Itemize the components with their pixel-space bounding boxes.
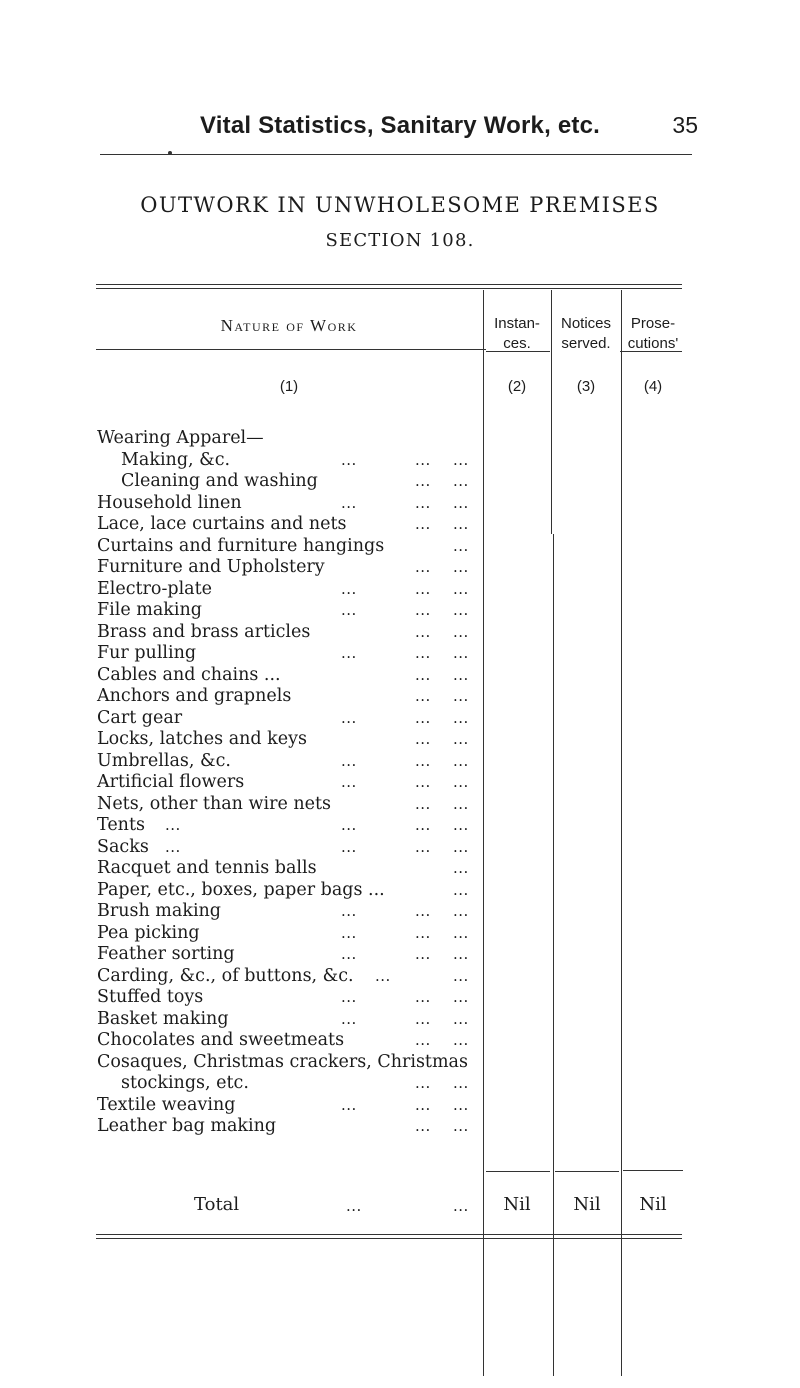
table-top-rule [96, 284, 682, 285]
table-bottom-rule [96, 1234, 682, 1235]
list-item: Lace, lace curtains and nets ... ... [97, 514, 469, 534]
list-item: Racquet and tennis balls ... [97, 858, 469, 878]
running-head [0, 112, 800, 148]
list-item: Carding, &c., of buttons, &c. ... ... [97, 965, 469, 986]
list-item: Nets, other than wire nets ... ... [97, 793, 469, 814]
column-header-instances-line2: ces. [503, 335, 531, 352]
document-subtitle: SECTION 108. [325, 230, 475, 251]
list-item: Household linen ... ... ... [97, 492, 469, 513]
list-item: Cleaning and washing ... ... [121, 471, 469, 491]
list-item: Textile weaving ... ... ... [97, 1094, 469, 1115]
list-item: File making ... ... ... [97, 600, 469, 620]
list-item: Feather sorting ... ... ... [97, 944, 469, 964]
total-notices-served: Nil [573, 1194, 601, 1215]
header-bottom-rule-col1 [96, 349, 486, 350]
table-bottom-rule-2 [96, 1238, 682, 1239]
column-number-4: (4) [643, 378, 663, 395]
list-item: Furniture and Upholstery ... ... [97, 557, 469, 577]
document-title: OUTWORK IN UNWHOLESOME PREMISES [140, 193, 660, 217]
list-item: Chocolates and sweetmeats ... ... [97, 1030, 469, 1050]
list-item: Curtains and furniture hangings ... [97, 535, 469, 556]
list-item: Cart gear ... ... ... [97, 707, 469, 728]
total-row: Total ... ... Nil Nil Nil [0, 1194, 800, 1224]
running-title: Vital Statistics, Sanitary Work, etc. [199, 112, 600, 139]
total-label: Total [194, 1194, 240, 1215]
list-item: Stuffed toys ... ... ... [97, 987, 469, 1007]
list-item: Leather bag making ... ... [97, 1116, 469, 1136]
list-item: Anchors and grapnels ... ... [97, 686, 469, 706]
list-item: Umbrellas, &c. ... ... ... [97, 750, 469, 771]
list-item: Brass and brass articles ... ... [97, 621, 469, 642]
total-prosecutions: Nil [639, 1194, 667, 1215]
column-header-prosecutions-line1: Prose- [630, 315, 676, 332]
column-header-prosecutions [622, 314, 684, 354]
header-rule-dot [168, 151, 172, 155]
column-header-instances-line1: Instan- [494, 315, 540, 332]
column-header-notices-line2: served. [561, 335, 611, 352]
column-header-notices [552, 314, 620, 354]
total-rule-col2 [486, 1171, 550, 1172]
list-item: Paper, etc., boxes, paper bags ... ... [97, 879, 469, 900]
list-item: Tents ... ... ... ... [97, 815, 469, 835]
total-rule-col3 [555, 1171, 619, 1172]
list-item: Artificial flowers ... ... ... [97, 772, 469, 792]
list-item: Sacks ... ... ... ... [97, 836, 469, 857]
column-header-notices-line1: Notices [560, 315, 612, 332]
list-item: Cables and chains ... ... ... [97, 664, 469, 685]
total-instances: Nil [503, 1194, 531, 1215]
list-item: Basket making ... ... ... [97, 1008, 469, 1029]
table-top-rule-2 [96, 288, 682, 289]
list-item: Fur pulling ... ... ... [97, 643, 469, 663]
column-divider-2-lower [553, 534, 554, 1376]
list-item: Wearing Apparel— [97, 428, 264, 448]
page-number: 35 [672, 112, 698, 138]
column-number-2: (2) [507, 378, 527, 395]
column-number-3: (3) [576, 378, 596, 395]
list-item: Cosaques, Christmas crackers, Christmas [97, 1051, 468, 1072]
work-list [97, 428, 489, 1138]
list-item: stockings, etc. ... ... [121, 1073, 469, 1093]
column-header-instances [484, 314, 550, 354]
list-item: Pea picking ... ... ... [97, 922, 469, 943]
column-header-prosecutions-line2: cutions' [627, 335, 679, 352]
list-item: Locks, latches and keys ... ... [97, 729, 469, 749]
header-rule [100, 154, 692, 155]
list-item: Making, &c. ... ... ... [121, 449, 469, 470]
column-header-nature-of-work: Nature of Work [220, 316, 358, 335]
total-rule-col4 [623, 1170, 683, 1171]
column-number-1: (1) [279, 378, 299, 395]
list-item: Electro-plate ... ... ... [97, 578, 469, 599]
list-item: Brush making ... ... ... [97, 901, 469, 921]
